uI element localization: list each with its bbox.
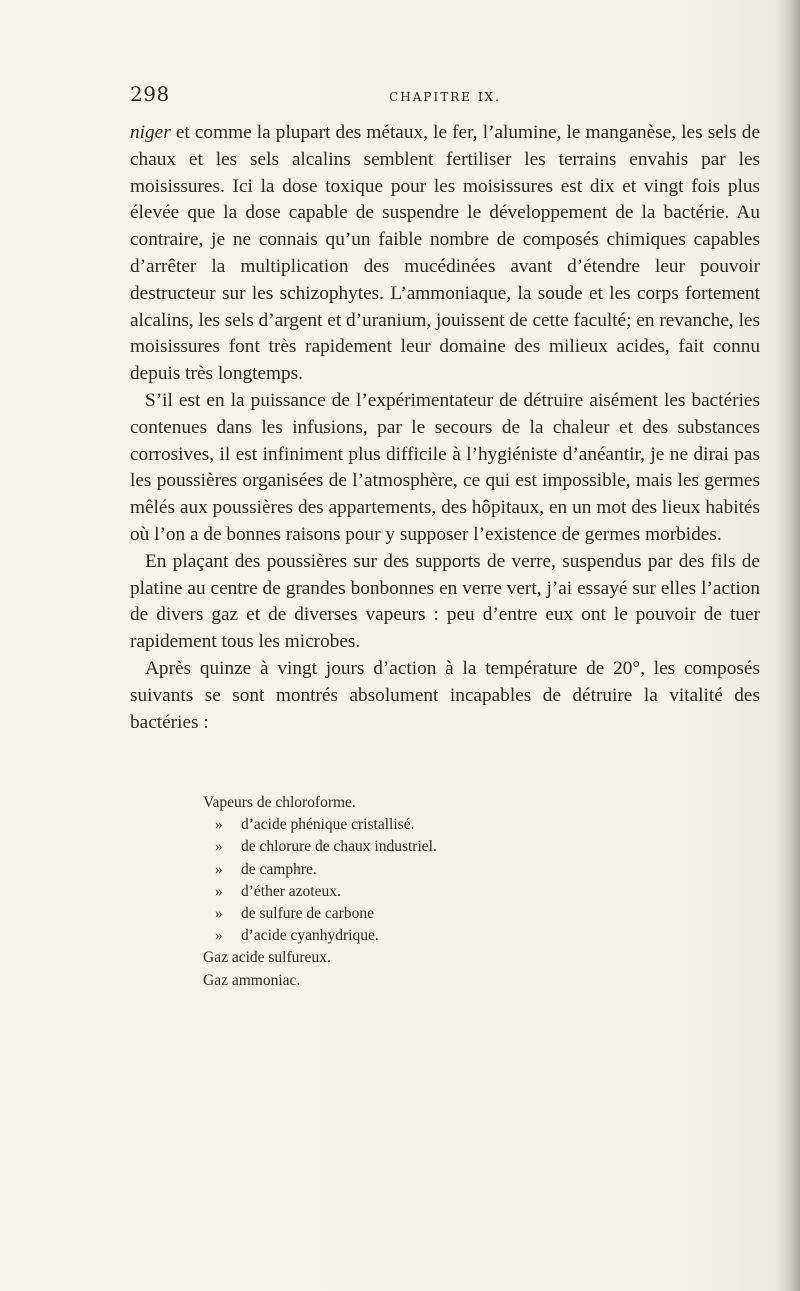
list-item: » de camphre. — [203, 859, 723, 881]
paragraph-2: S’il est en la puissance de l’expérimentateur de détruire aisément les bactéries contenues dans les infusions, par le secours de la chaleur et des substances corrosives, il est infiniment plus difficile à l’hygiéniste d’anéantir, je ne dirai pas les poussières organisées de l’atmosphère, ce qui est impossible, mais les germes mêlés aux poussières des appartements, des hôpitaux, en un mot des lieux habités où l’on a de bonnes raisons pour y supposer l’existence de germes morbides. — [130, 389, 760, 545]
list-item: » d’acide cyanhydrique. — [203, 925, 723, 947]
ditto-mark: » — [215, 860, 223, 878]
list-item: Gaz ammoniac. — [203, 971, 301, 989]
page-edge-shadow — [778, 0, 800, 1291]
ditto-mark: » — [215, 882, 223, 900]
paragraph-3: En plaçant des poussières sur des supports de verre, suspendus par des fils de platine au centre de grandes bonbonnes en verre vert, j’ai essayé sur elles l’action de divers gaz et de diverses vapeurs : peu d’entre eux ont le pouvoir de tuer rapidement tous les microbes. — [130, 550, 760, 653]
page-number: 298 — [130, 82, 170, 106]
list-item: Vapeurs de chloroforme. — [203, 794, 356, 811]
ditto-mark: » — [215, 838, 223, 856]
list-item: » d’acide phénique cristallisé. — [203, 814, 723, 836]
paragraph-4: Après quinze à vingt jours d’action à la température de 20°, les composés suivants se sont montrés absolument incapables de détruire la vitalité des bactéries : — [130, 657, 760, 733]
paragraph-1 — [130, 120, 760, 388]
list-item: Gaz acide sulfureux. — [203, 949, 331, 967]
paragraph-1-text: et comme la plupart des métaux, le fer, l’alumine, le manganèse, les sels de chaux et les sels alcalins semblent fertiliser les terrains envahis par les moisissures. Ici la dose toxique pour les moisissures est dix et vingt fois plus élevée que la dose capable de suspendre le développement de la bactérie. Au contraire, je ne connais qu’un faible nombre de composés chimiques capables d’arrêter la multiplication des mucédinées avant d’étendre leur pouvoir destructeur sur les schizophytes. L’ammoniaque, la soude et les corps fortement alcalins, les sels d’argent et d’uranium, jouissent de cette faculté; en revanche, les moisissures font très rapidement leur domaine des milieux acides, fait connu depuis très longtemps. — [130, 122, 760, 385]
list-item: » de sulfure de carbone — [203, 903, 723, 925]
body-text — [130, 120, 760, 736]
ditto-mark: » — [215, 816, 223, 834]
compound-list — [203, 792, 723, 992]
list-item: » de chlorure de chaux industriel. — [203, 836, 723, 858]
ditto-mark: » — [215, 927, 223, 945]
page-header — [130, 82, 760, 112]
paragraph-1-italic: niger — [130, 122, 171, 143]
ditto-mark: » — [215, 905, 223, 923]
running-head: CHAPITRE IX. — [389, 90, 501, 104]
list-item: » d’éther azoteux. — [203, 881, 723, 903]
